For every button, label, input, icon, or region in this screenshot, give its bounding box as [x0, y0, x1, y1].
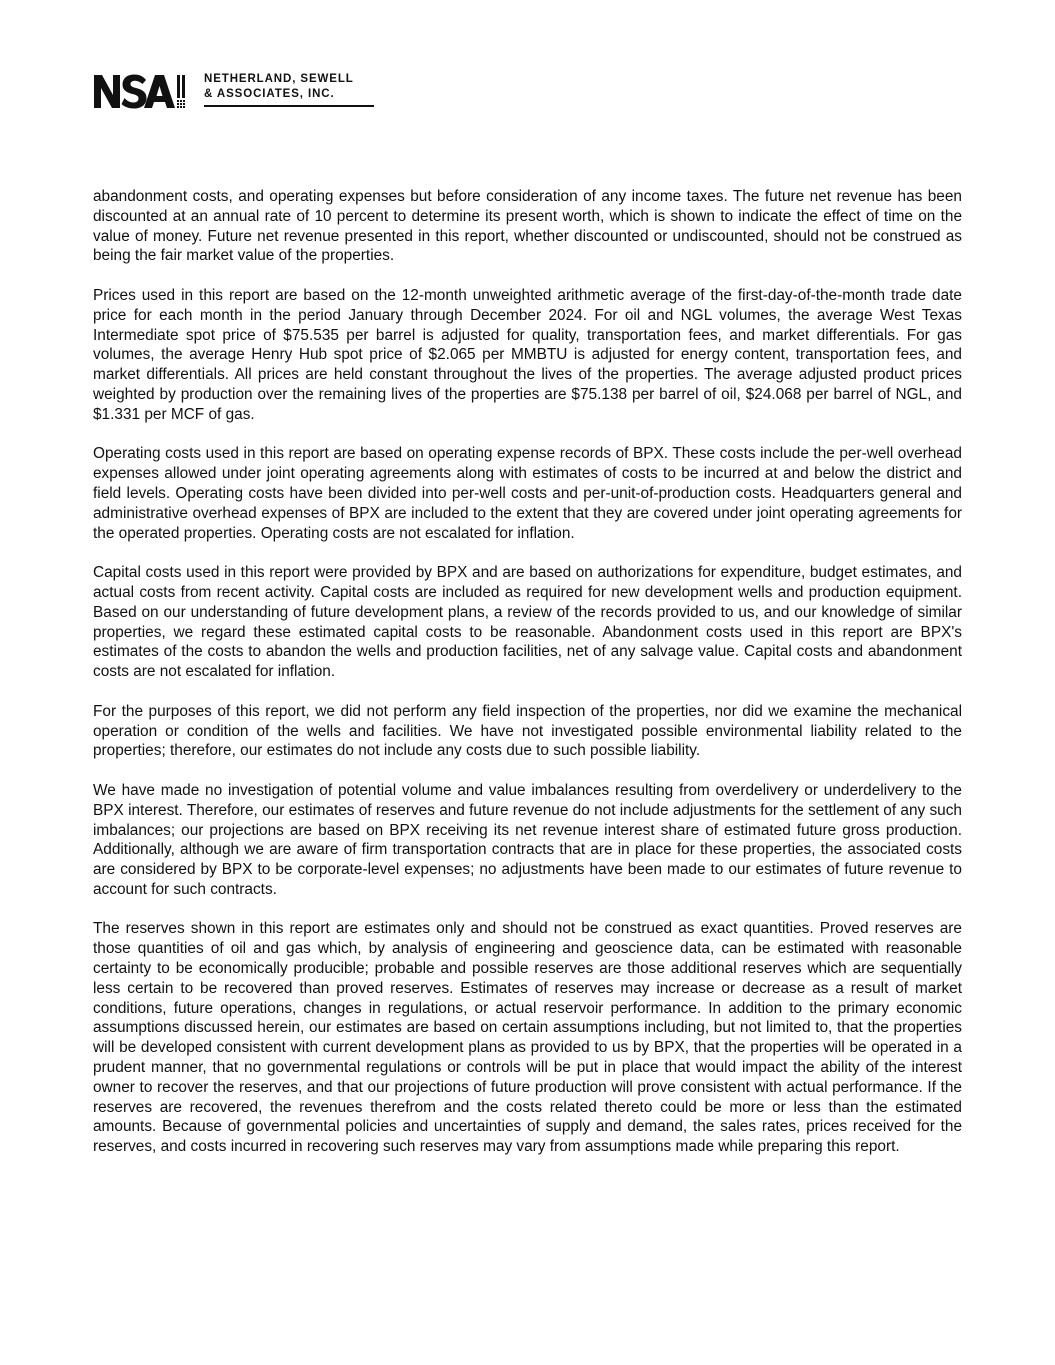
- document-body: [93, 187, 962, 1157]
- paragraph-reserves-estimates: The reserves shown in this report are estimates only and should not be construed as exact quantities. Proved reserves are those quantities of oil and gas which, by analysis of engineering and geoscience data, can be estimated with reasonable certainty to be economically producible; probable and possible reserves are those additional reserves which are sequentially less certain to be recovered than proved reserves. Estimates of reserves may increase or decrease as a result of market conditions, future operations, changes in regulations, or actual reservoir performance. In addition to the primary economic assumptions discussed herein, our estimates are based on certain assumptions including, but not limited to, that the properties will be developed consistent with current development plans as provided to us by BPX, that the properties will be operated in a prudent manner, that no governmental regulations or controls will be put in place that would impact the ability of the interest owner to recover the reserves, and that our projections of future production will prove consistent with actual performance. If the reserves are recovered, the revenues therefrom and the costs related thereto could be more or less than the estimated amounts. Because of governmental policies and uncertainties of supply and demand, the sales rates, prices received for the reserves, and costs incurred in recovering such reserves may vary from assumptions made while preparing this report.: [93, 920, 962, 1156]
- paragraph-imbalances: We have made no investigation of potential volume and value imbalances resulting from overdelivery or underdelivery to the BPX interest. Therefore, our estimates of reserves and future revenue do not include adjustments for the settlement of any such imbalances; our projections are based on BPX receiving its net revenue interest share of estimated future gross production. Additionally, although we are aware of firm transportation contracts that are in place for these properties, the associated costs are considered by BPX to be corporate-level expenses; no adjustments have been made to our estimates of future revenue to account for such contracts.: [93, 781, 962, 898]
- firm-name-block: [204, 72, 374, 107]
- paragraph-future-net-revenue: abandonment costs, and operating expenses but before consideration of any income taxes. The future net revenue has been discounted at an annual rate of 10 percent to determine its present worth, which is shown to indicate the effect of time on the value of money. Future net revenue presented in this report, whether discounted or undiscounted, should not be construed as being the fair market value of the properties.: [93, 188, 962, 265]
- paragraph-field-inspection: For the purposes of this report, we did not perform any field inspection of the properties, nor did we examine the mechanical operation or condition of the wells and facilities. We have not investigated possible environmental liability related to the properties; therefore, our estimates do not include any costs due to such possible liability.: [93, 702, 962, 760]
- paragraph-operating-costs: Operating costs used in this report are based on operating expense records of BPX. These costs include the per-well overhead expenses allowed under joint operating agreements along with estimates of costs to be incurred at and below the district and field levels. Operating costs have been divided into per-well costs and per-unit-of-production costs. Headquarters general and administrative overhead expenses of BPX are included to the extent that they are covered under joint operating agreements for the operated properties. Operating costs are not escalated for inflation.: [93, 445, 962, 542]
- paragraph-prices: Prices used in this report are based on the 12-month unweighted arithmetic average of the first-day-of-the-month trade date price for each month in the period January through December 2024. For oil and NGL volumes, the average West Texas Intermediate spot price of $75.535 per barrel is adjusted for quality, transportation fees, and market differentials. For gas volumes, the average Henry Hub spot price of $2.065 per MMBTU is adjusted for energy content, transportation fees, and market differentials. All prices are held constant throughout the lives of the properties. The average adjusted product prices weighted by production over the remaining lives of the properties are $75.138 per barrel of oil, $24.068 per barrel of NGL, and $1.331 per MCF of gas.: [93, 286, 962, 423]
- paragraph-capital-costs: Capital costs used in this report were provided by BPX and are based on authorizations for expenditure, budget estimates, and actual costs from recent activity. Capital costs are included as required for new development wells and production equipment. Based on our understanding of future development plans, a review of the records provided to us, and our knowledge of similar properties, we regard these estimated capital costs to be reasonable. Abandonment costs used in this report are BPX's estimates of the costs to abandon the wells and production facilities, net of any salvage value. Capital costs and abandonment costs are not escalated for inflation.: [93, 564, 962, 681]
- letterhead: [94, 71, 374, 109]
- firm-name-line-2: & ASSOCIATES, INC.: [204, 88, 335, 100]
- firm-name-line-1: NETHERLAND, SEWELL: [204, 73, 354, 85]
- nsa-logo: [94, 71, 198, 109]
